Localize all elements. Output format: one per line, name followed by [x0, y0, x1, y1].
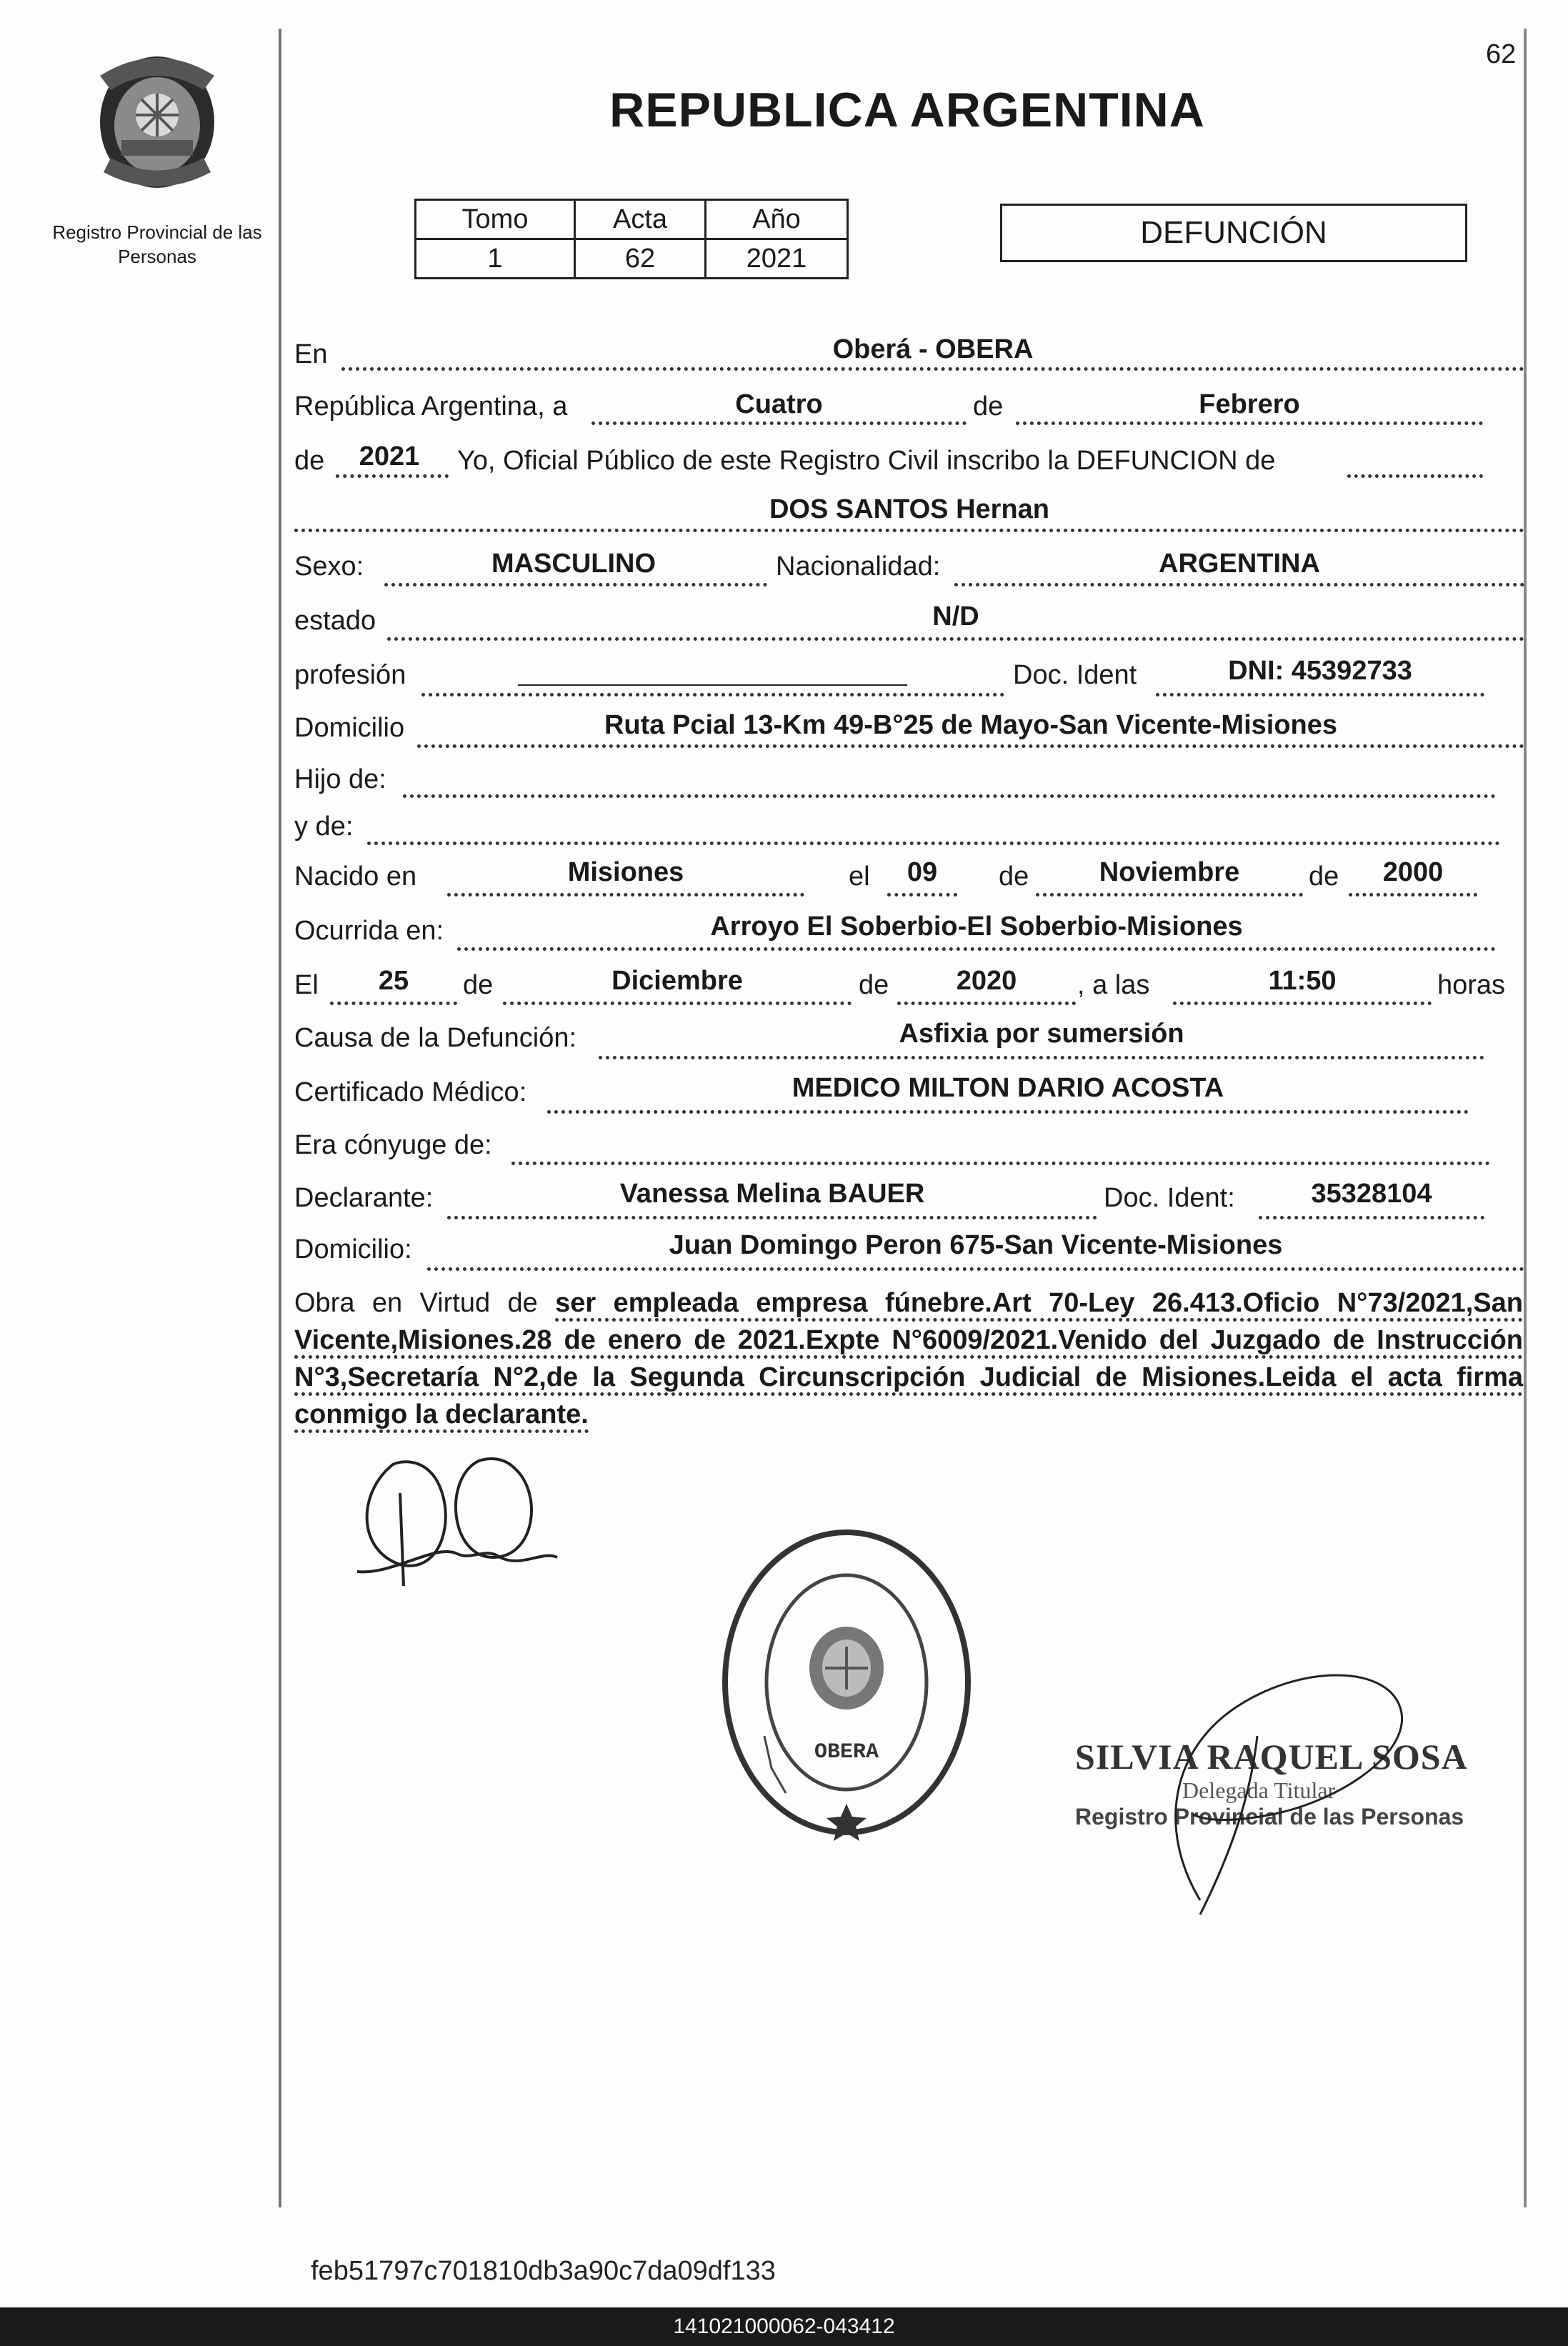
acta-value: 62: [575, 239, 706, 279]
death-year-value: 2020: [956, 966, 1017, 996]
y-de-label: y de:: [294, 812, 354, 842]
republica-label: República Argentina, a: [294, 391, 568, 421]
declarant-doc-value: 35328104: [1311, 1179, 1432, 1209]
estado-label: estado: [294, 606, 376, 636]
horas-label: horas: [1437, 970, 1506, 1000]
dotted-line: [457, 947, 1496, 951]
nacionalidad-label: Nacionalidad:: [776, 551, 941, 581]
hijo-label: Hijo de:: [294, 764, 386, 794]
table-header-tomo: Tomo: [416, 200, 575, 239]
birth-year-value: 2000: [1382, 857, 1444, 887]
dotted-line: [330, 1002, 457, 1005]
official-signature: [1114, 1643, 1457, 1929]
dotted-line: [427, 1267, 1524, 1271]
cause-of-death-value: Asfixia por sumersión: [899, 1019, 1184, 1049]
conyuge-label: Era cónyuge de:: [294, 1130, 492, 1160]
record-day-value: Cuatro: [735, 389, 823, 419]
dotted-line: [954, 583, 1524, 586]
dotted-line: [387, 637, 1524, 641]
table-header-ano: Año: [706, 200, 848, 239]
doc-ident-label: Doc. Ident: [1013, 660, 1137, 690]
de-label: de: [973, 391, 1004, 421]
death-day-value: 25: [378, 966, 409, 996]
obra-label: Obra en Virtud de: [294, 1288, 538, 1318]
domicilio-label: Domicilio: [294, 713, 405, 743]
dotted-line: [511, 1162, 1490, 1165]
dotted-line: [294, 529, 1524, 532]
dotted-line: [1349, 893, 1477, 897]
dotted-line: [887, 893, 957, 897]
left-margin-rule: [279, 29, 281, 2207]
registry-stamp: [714, 1522, 979, 1843]
nacido-label: Nacido en: [294, 862, 417, 892]
registry-name: Registro Provincial de las Personas: [52, 221, 262, 267]
signer-role: Delegada Titular: [1182, 1777, 1336, 1803]
dotted-line: [421, 693, 1004, 697]
declarant-signature: [350, 1450, 564, 1600]
dotted-line: [367, 842, 1500, 845]
el-label: el: [849, 862, 870, 892]
yo-text: Yo, Oficial Público de este Registro Civil inscribo la DEFUNCION de: [457, 446, 1276, 476]
year-de-label: de: [294, 446, 325, 476]
signer-name: SILVIA RAQUEL SOSA: [1075, 1737, 1468, 1777]
birth-place-value: Misiones: [567, 857, 684, 887]
province-seal-logo: [86, 47, 229, 204]
dotted-line: [336, 474, 449, 478]
de-label: de: [859, 970, 889, 1000]
legal-basis-paragraph: [294, 1284, 1523, 1433]
ano-value: 2021: [706, 239, 848, 279]
certificado-label: Certificado Médico:: [294, 1077, 527, 1107]
doc-ident-label: Doc. Ident:: [1104, 1183, 1235, 1213]
tomo-value: 1: [416, 239, 575, 279]
table-header-acta: Acta: [575, 200, 706, 239]
dotted-line: [384, 583, 767, 586]
dotted-line: [417, 744, 1524, 748]
dotted-line: [547, 1110, 1469, 1114]
death-month-value: Diciembre: [611, 966, 743, 996]
dotted-line: [1347, 474, 1483, 478]
sexo-value: MASCULINO: [491, 549, 656, 579]
birth-day-value: 09: [907, 857, 938, 887]
profesion-label: profesión: [294, 660, 406, 690]
domicilio-value: Ruta Pcial 13-Km 49-B°25 de Mayo-San Vicente-Misiones: [604, 710, 1338, 740]
record-month-value: Febrero: [1199, 389, 1300, 419]
footer-code: 141021000062-043412: [673, 2315, 895, 2338]
a-las-label: , a las: [1077, 970, 1150, 1000]
declarante-label: Declarante:: [294, 1183, 434, 1213]
medical-certificate-value: MEDICO MILTON DARIO ACOSTA: [792, 1073, 1224, 1103]
deceased-name: DOS SANTOS Hernan: [769, 494, 1050, 524]
dotted-line: [1156, 693, 1484, 697]
declarant-name-value: Vanessa Melina BAUER: [619, 1179, 925, 1209]
obra-value: ser empleada empresa fúnebre.Art 70-Ley 26.413.Oficio N°73/2021,San Vicente,Misiones.28 de enero de 2021.Expte N°6009/2021.Venido del Juzgado de Instrucción N°3,Secretaría N°2,de la Segunda Circunscripción Judicial de Misiones.Leida el acta firma conmigo la declarante.: [294, 1288, 1523, 1433]
page-number: 62: [1486, 39, 1517, 69]
nacionalidad-value: ARGENTINA: [1159, 549, 1320, 579]
place-value: Oberá - OBERA: [832, 334, 1034, 364]
record-number-table: [414, 199, 849, 279]
de-label: de: [1309, 862, 1339, 892]
sexo-label: Sexo:: [294, 551, 364, 581]
de-label: de: [463, 970, 494, 1000]
dotted-line: [897, 1002, 1076, 1005]
doc-ident-value: DNI: 45392733: [1228, 656, 1412, 686]
causa-label: Causa de la Defunción:: [294, 1023, 577, 1053]
dotted-line: [403, 794, 1496, 798]
domicilio-label: Domicilio:: [294, 1234, 412, 1264]
en-label: En: [294, 339, 328, 369]
document-title: REPUBLICA ARGENTINA: [609, 83, 1205, 137]
de-label: de: [999, 862, 1029, 892]
el-label: El: [294, 970, 319, 1000]
dotted-line: [447, 1216, 1097, 1219]
dotted-line: [1259, 1216, 1484, 1219]
declarant-address-value: Juan Domingo Peron 675-San Vicente-Misiones: [669, 1230, 1283, 1260]
document-hash: feb51797c701810db3a90c7da09df133: [311, 2256, 776, 2286]
dotted-line: [503, 1002, 852, 1005]
dotted-line: [599, 1056, 1484, 1059]
death-time-value: 11:50: [1268, 966, 1337, 996]
footer-code-bar: [0, 2307, 1568, 2346]
stamp-city: OBERA: [814, 1740, 879, 1765]
record-year-value: 2021: [359, 441, 420, 471]
dotted-line: [1173, 1002, 1432, 1005]
dotted-line: [591, 421, 967, 425]
profesion-blank-line: [518, 684, 907, 686]
dotted-line: [1016, 421, 1483, 425]
signer-organization: Registro Provincial de las Personas: [1075, 1804, 1464, 1830]
birth-month-value: Noviembre: [1099, 857, 1240, 887]
estado-value: N/D: [932, 602, 979, 632]
death-place-value: Arroyo El Soberbio-El Soberbio-Misiones: [710, 912, 1243, 942]
record-type-box: DEFUNCIÓN: [1000, 204, 1467, 262]
ocurrida-label: Ocurrida en:: [294, 916, 444, 946]
dotted-line: [1036, 893, 1303, 897]
dotted-line: [447, 893, 804, 897]
dotted-line: [341, 367, 1524, 371]
